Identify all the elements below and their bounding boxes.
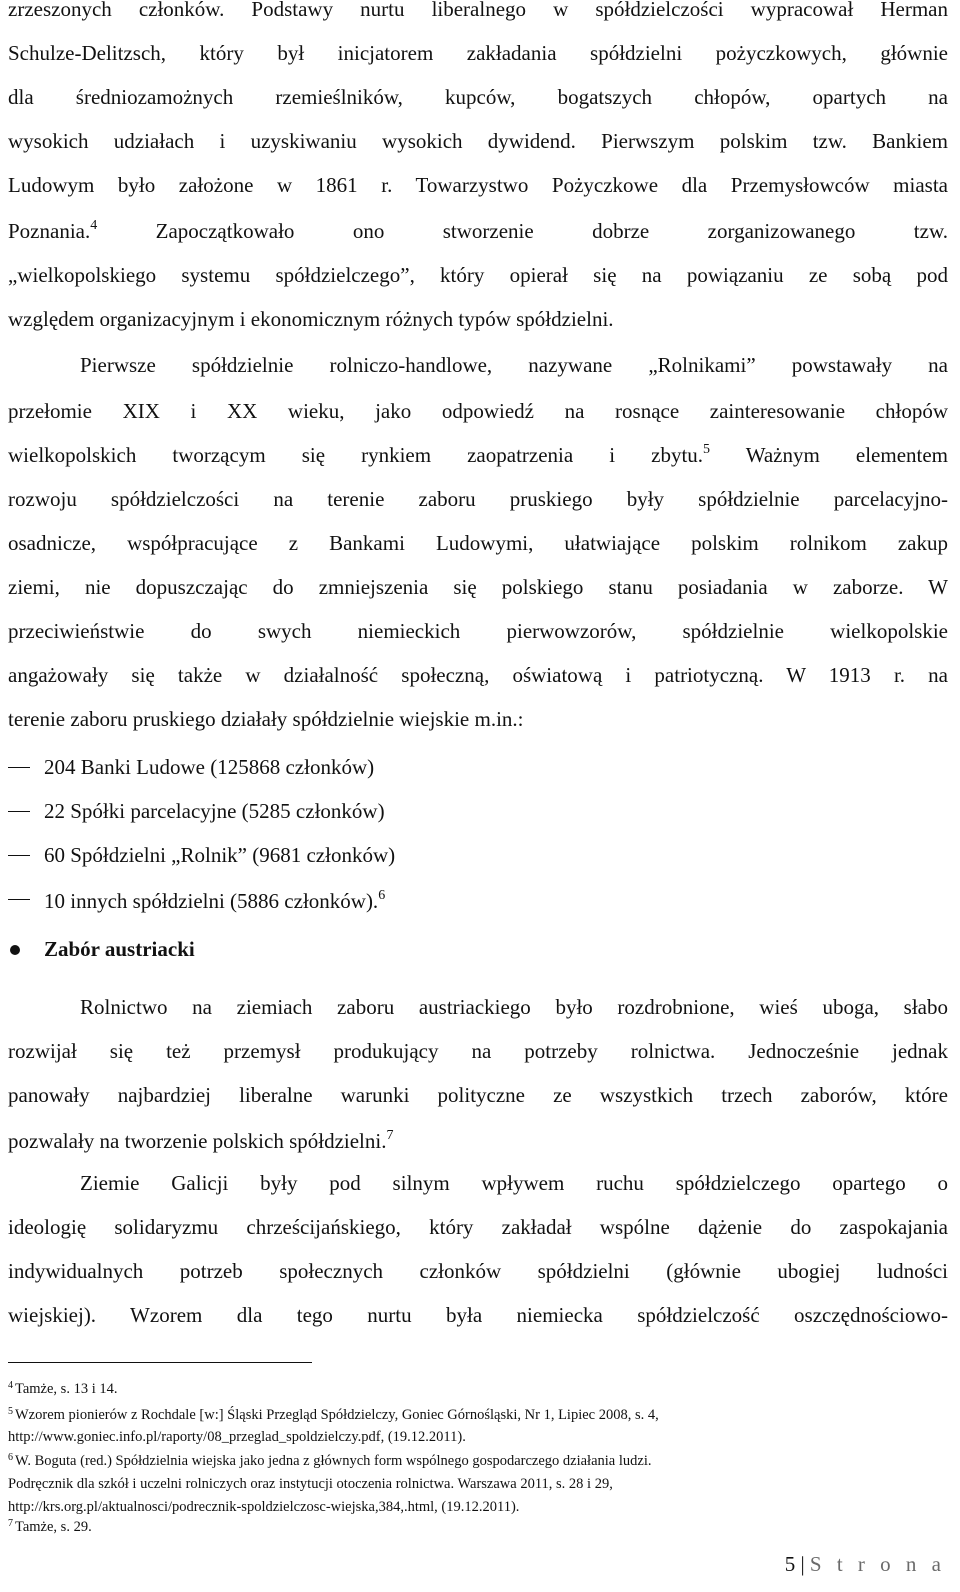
text-line: panowały najbardziej liberalne warunki polityczne ze wszystkich trzech zaborów, które bbox=[8, 1083, 948, 1107]
footnote-text: Tamże, s. 29. bbox=[15, 1519, 92, 1535]
footnote-ref-6[interactable]: 6 bbox=[378, 888, 386, 903]
list-item: 60 Spółdzielni „Rolnik” (9681 członków) bbox=[44, 843, 396, 867]
page-number-value: 5 bbox=[784, 1552, 796, 1576]
list-item: 22 Spółki parcelacyjne (5285 członków) bbox=[44, 799, 385, 823]
footnote-text: Podręcznik dla szkół i uczelni rolniczych oraz instytucji otoczenia rolnictwa. Warszawa 2011, s. 28 i 29, bbox=[8, 1476, 613, 1492]
text-line: Ludowym było założone w 1861 r. Towarzystwo Pożyczkowe dla Przemysłowców miasta bbox=[8, 173, 948, 197]
text-run: 10 innych spółdzielni (5886 członków). bbox=[44, 889, 379, 913]
footnote-link[interactable]: http://www.goniec.info.pl/raporty/08_przeglad_spoldzielczy.pdf, (19.12.2011). bbox=[8, 1429, 466, 1445]
dash-bullet-icon bbox=[8, 899, 30, 900]
page-number-label: S t r o n a bbox=[809, 1552, 946, 1576]
list-item: 204 Banki Ludowe (125868 członków) bbox=[44, 755, 375, 779]
footnote-number: 5 bbox=[8, 1406, 13, 1417]
text-line: rozwoju spółdzielczości na terenie zaboru pruskiego były spółdzielnie parcelacyjno- bbox=[8, 487, 948, 511]
text-line: wysokich udziałach i uzyskiwaniu wysokich dywidend. Pierwszym polskim tzw. Bankiem bbox=[8, 129, 948, 153]
text-line: rozwijał się też przemysł produkujący na potrzeby rolnictwa. Jednocześnie jednak bbox=[8, 1039, 948, 1063]
text-run: Poznania. bbox=[8, 219, 91, 243]
section-heading: Zabór austriacki bbox=[44, 937, 195, 961]
footnote-text: Tamże, s. 13 i 14. bbox=[15, 1381, 118, 1397]
footnote-ref-7[interactable]: 7 bbox=[386, 1128, 394, 1143]
text-line bbox=[8, 440, 948, 474]
text-line: dla średniozamożnych rzemieślników, kupców, bogatszych chłopów, opartych na bbox=[8, 85, 948, 109]
text-line: Ziemie Galicji były pod silnym wpływem ruchu spółdzielczego opartego o bbox=[80, 1171, 948, 1195]
text-line bbox=[8, 1126, 948, 1160]
dash-bullet-icon bbox=[8, 855, 30, 856]
text-line: ziemi, nie dopuszczając do zmniejszenia się polskiego stanu posiadania w zaborze. W bbox=[8, 575, 948, 599]
footnote-number: 6 bbox=[8, 1452, 13, 1463]
footnote-text: Wzorem pionierów z Rochdale [w:] Śląski Przegląd Spółdzielczy, Goniec Górnośląski, Nr 1, Lipiec 2008, s. 4, bbox=[15, 1407, 659, 1423]
text-line: angażowały się także w działalność społeczną, oświatową i patriotyczną. W 1913 r. na bbox=[8, 663, 948, 687]
text-line: względem organizacyjnym i ekonomicznym różnych typów spółdzielni. bbox=[8, 307, 614, 331]
text-line: Rolnictwo na ziemiach zaboru austriackiego było rozdrobnione, wieś uboga, słabo bbox=[80, 995, 948, 1019]
text-line: osadnicze, współpracujące z Bankami Ludowymi, ułatwiające polskim rolnikom zakup bbox=[8, 531, 948, 555]
page-number bbox=[785, 1552, 946, 1577]
footnote-separator bbox=[8, 1362, 312, 1363]
text-line bbox=[8, 216, 948, 250]
footnote-number: 7 bbox=[8, 1518, 13, 1529]
text-line: przełomie XIX i XX wieku, jako odpowiedź na rosnące zainteresowanie chłopów bbox=[8, 399, 948, 423]
footnote-5 bbox=[8, 1406, 659, 1426]
text-line: wiejskiej). Wzorem dla tego nurtu była niemiecka spółdzielczość oszczędnościowo- bbox=[8, 1303, 948, 1327]
footnote-ref-5[interactable]: 5 bbox=[703, 442, 711, 457]
text-run: Ważnym elementem bbox=[710, 443, 949, 467]
text-line: ideologię solidaryzmu chrześcijańskiego, który zakładał wspólne dążenie do zaspokajania bbox=[8, 1215, 948, 1239]
text-line: Pierwsze spółdzielnie rolniczo-handlowe, nazywane „Rolnikami” powstawały na bbox=[80, 353, 948, 377]
footnote-6 bbox=[8, 1452, 651, 1472]
footnote-text: W. Boguta (red.) Spółdzielnia wiejska jako jedna z głównych form wspólnego gospodarczego działania ludzi. bbox=[15, 1453, 652, 1469]
text-line: Schulze-Delitzsch, który był inicjatorem zakładania spółdzielni pożyczkowych, głównie bbox=[8, 41, 948, 65]
footnote-number: 4 bbox=[8, 1380, 13, 1391]
bullet-icon bbox=[10, 945, 20, 955]
footnote-7 bbox=[8, 1518, 92, 1538]
text-line: zrzeszonych członków. Podstawy nurtu liberalnego w spółdzielczości wypracował Herman bbox=[8, 0, 948, 21]
text-run: pozwalały na tworzenie polskich spółdzielni. bbox=[8, 1129, 387, 1153]
footnote-4 bbox=[8, 1380, 117, 1400]
dash-bullet-icon bbox=[8, 767, 30, 768]
list-item bbox=[44, 886, 385, 920]
text-run: wielkopolskich tworzącym się rynkiem zaopatrzenia i zbytu. bbox=[8, 443, 704, 467]
page-number-separator: | bbox=[800, 1552, 805, 1576]
text-line: indywidualnych potrzeb społecznych członków spółdzielni (głównie ubogiej ludności bbox=[8, 1259, 948, 1283]
text-line: przeciwieństwie do swych niemieckich pierwowzorów, spółdzielnie wielkopolskie bbox=[8, 619, 948, 643]
text-line: terenie zaboru pruskiego działały spółdzielnie wiejskie m.in.: bbox=[8, 707, 524, 731]
text-run: Zapoczątkowało ono stworzenie dobrze zorganizowanego tzw. bbox=[97, 219, 948, 243]
text-line: „wielkopolskiego systemu spółdzielczego”, który opierał się na powiązaniu ze sobą pod bbox=[8, 263, 948, 287]
dash-bullet-icon bbox=[8, 811, 30, 812]
footnote-link[interactable]: http://krs.org.pl/aktualnosci/podrecznik-spoldzielczosc-wiejska,384,.html, (19.12.2011). bbox=[8, 1499, 520, 1515]
footnote-ref-4[interactable]: 4 bbox=[90, 218, 98, 233]
